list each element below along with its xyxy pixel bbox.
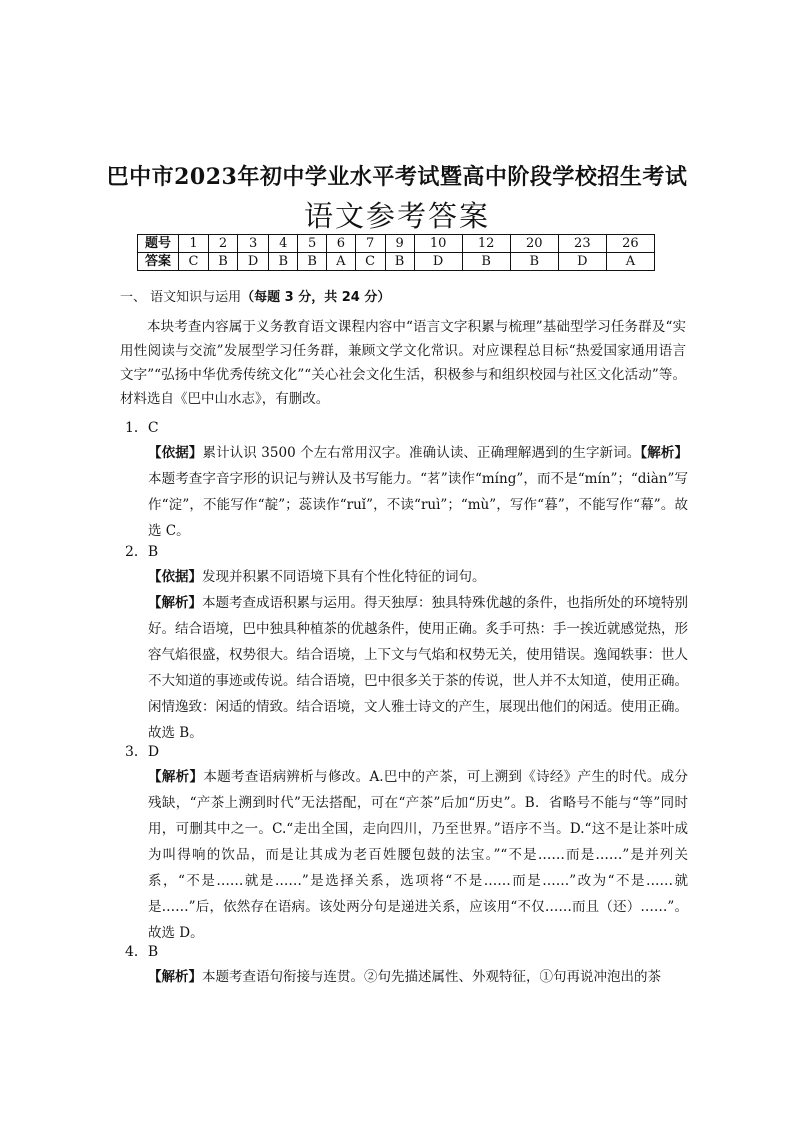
section-heading [120,286,390,305]
table-cell: B [510,253,558,271]
table-cell: 5 [298,235,327,253]
table-cell: 23 [558,235,606,253]
answer-explanation [148,764,688,946]
answer-key-table [137,234,655,271]
table-cell: 1 [179,235,209,253]
question-number-row [138,235,655,253]
question-number: 2．B [125,544,159,560]
basis-tag: 【依据】 [148,569,202,585]
analysis-line [148,590,688,746]
table-cell: 12 [462,235,510,253]
document-subtitle: 语文参考答案 [303,199,490,233]
analysis-text: 本题考查成语积累与运用。得天独厚：独具特殊优越的条件，也指所处的环境特别好。结合语境，巴中独具种植茶的优越条件，使用正确。炙手可热：手一挨近就感觉热，形容气焰很盛，权势很大。结合语境，上下文与气焰和权势无关，使用错误。逸闻轶事：世人不大知道的事迹或传说。结合语境，巴中很多关于茶的传说，世人并不太知道，使用正确。闲情逸致：闲适的情致。结合语境，文人雅士诗文的产生，展现出他们的闲适。使用正确。故选 B。 [148,595,688,741]
table-cell: B [298,253,327,271]
analysis-tag: 【解析】 [148,769,204,785]
answer-explanation [148,440,688,544]
section-intro: 本块考查内容属于义务教育语文课程内容中“语言文字积累与梳理”基础型学习任务群及“实用性阅读与交流”发展型学习任务群，兼顾文学文化常识。对应课程总目标“热爱国家通用语言文字”“弘扬中华优秀传统文化”“关心社会文化生活，积极参与和组织校园与社区文化活动”等。材料选自《巴中山水志》，有删改。 [120,319,686,407]
document-title: 巴中市2023年初中学业水平考试暨高中阶段学校招生考试 [106,164,688,190]
table-cell: 6 [327,235,355,253]
answer-explanation [148,964,688,990]
table-cell: D [237,253,268,271]
table-cell: D [558,253,606,271]
table-cell: A [606,253,654,271]
basis-text: 累计认识 3500 个左右常用汉字。准确认读、正确理解遇到的生字新词。 [202,445,641,461]
analysis-text: 本题考查语句衔接与连贯。②句先描述属性、外观特征，①句再说冲泡出的茶 [202,969,661,985]
analysis-text: 本题考查字音字形的识记与辨认及书写能力。“茗”读作“míng”，而不是“mín”；“diàn”写作“淀”，不能写作“靛”；蕊读作“ruǐ”，不读“ruì”；“mù”，写作“暮”，不能写作“幕”。故选 C。 [148,471,688,539]
basis-text: 发现并积累不同语境下具有个性化特征的词句。 [202,569,486,585]
table-cell: B [269,253,298,271]
analysis-text: 本题考查语病辨析与修改。A.巴中的产茶，可上溯到《诗经》产生的时代。成分残缺，“产茶上溯到时代”无法搭配，可在“产茶”后加“历史”。B．省略号不能与“等”同时用，可删其中之一。C.“走出全国，走向四川，乃至世界。”语序不当。D.“这不是让茶叶成为叫得响的饮品，而是让其成为老百姓腰包鼓的法宝。”“不是……而是……”是并列关系，“不是……就是……”是选择关系，选项将“不是……而是……”改为“不是……就是……”后，依然存在语病。该处两分句是递进关系，应该用“不仅……而且（还）……”。故选 D。 [148,769,689,941]
table-cell: 3 [237,235,268,253]
table-cell: A [327,253,355,271]
question-number: 4．B [125,944,159,960]
table-cell: 2 [209,235,238,253]
table-cell: 4 [269,235,298,253]
basis-line [148,564,688,590]
analysis-tag: 【解析】 [640,445,688,461]
table-cell: 9 [385,235,414,253]
table-cell: B [462,253,510,271]
row-label-answers: 答案 [138,253,179,271]
section-score: （每题 3 分，共 24 分） [241,290,391,305]
analysis-tag: 【解析】 [148,595,202,611]
table-cell: 7 [355,235,385,253]
table-cell: 10 [414,235,462,253]
table-cell: 26 [606,235,654,253]
question-number: 1．C [125,420,159,436]
table-cell: C [179,253,209,271]
answer-row [138,253,655,271]
basis-tag: 【依据】 [148,445,203,461]
row-label-numbers: 题号 [138,235,179,253]
analysis-tag: 【解析】 [148,969,202,985]
section-title: 一、 语文知识与运用 [120,290,242,305]
table-cell: B [385,253,414,271]
question-number: 3．D [125,744,160,760]
table-cell: C [355,253,385,271]
table-cell: 20 [510,235,558,253]
table-cell: B [209,253,238,271]
answer-explanation [148,564,688,746]
table-cell: D [414,253,462,271]
